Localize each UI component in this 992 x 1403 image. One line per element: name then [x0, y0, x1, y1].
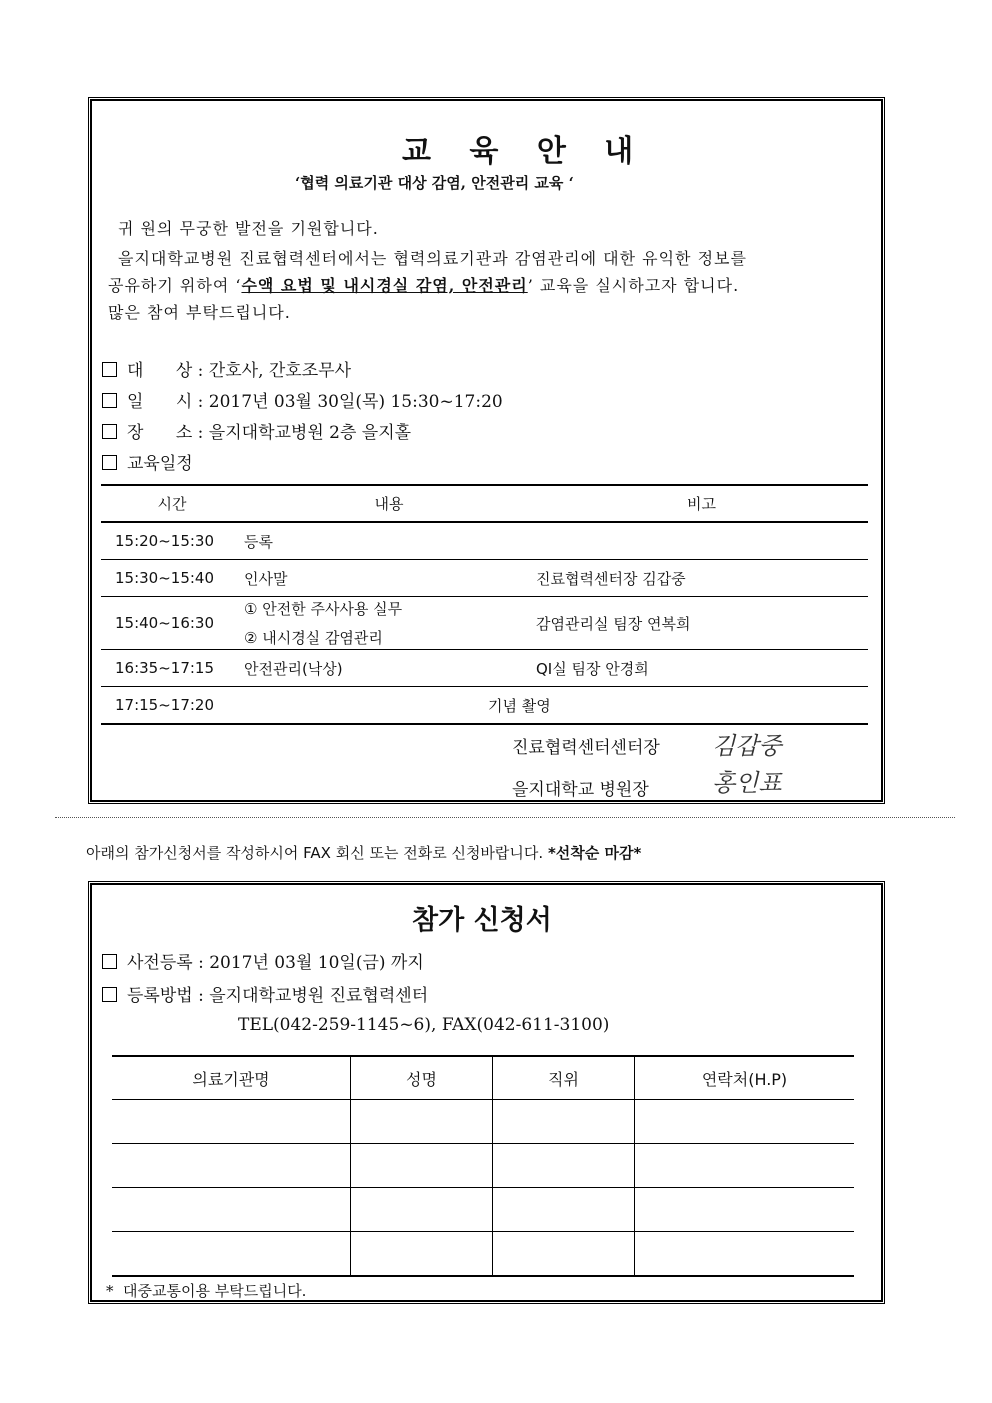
table-row: [101, 597, 868, 650]
cut-note: [86, 842, 641, 863]
intro-emphasis: 수액 요법 및 내시경실 감염, 안전관리: [241, 276, 528, 295]
registration-table: [112, 1055, 854, 1277]
header-institution: 의료기관명: [112, 1056, 351, 1100]
header-content: 내용: [243, 485, 535, 522]
row-note: 진료협력센터장 김갑중: [535, 560, 868, 597]
position-cell[interactable]: [493, 1232, 635, 1277]
place-text: 장 소 : 을지대학교병원 2층 을지홀: [127, 423, 412, 443]
row-time: 15:30~15:40: [101, 560, 243, 597]
table-row: [101, 560, 868, 597]
method-item: [102, 981, 428, 1006]
row-content: 기념 촬영: [243, 687, 868, 725]
row-time: 16:35~17:15: [101, 650, 243, 687]
application-title: 참가 신청서: [412, 905, 552, 936]
contact-cell[interactable]: [635, 1100, 855, 1144]
place-item: [102, 418, 411, 443]
intro-line-1: 을지대학교병원 진료협력센터에서는 협력의료기관과 감염관리에 대한 유익한 정보를: [118, 249, 747, 268]
checkbox-icon: [102, 393, 117, 408]
checkbox-icon: [102, 362, 117, 377]
intro-line-2-post: ’ 교육을 실시하고자 합니다.: [527, 276, 740, 295]
footnote: * 대중교통이용 부탁드립니다.: [106, 1282, 307, 1300]
signer-2-title: 을지대학교 병원장: [512, 780, 649, 800]
notice-subtitle: ‘협력 의료기관 대상 감염, 안전관리 교육 ‘: [295, 174, 574, 192]
position-cell[interactable]: [493, 1144, 635, 1188]
institution-cell[interactable]: [112, 1100, 351, 1144]
contact-cell[interactable]: [635, 1188, 855, 1232]
cut-note-text: 아래의 참가신청서를 작성하시어 FAX 회신 또는 전화로 신청바랍니다.: [86, 844, 548, 862]
schedule-item: [102, 449, 193, 474]
table-row: [101, 650, 868, 687]
header-name: 성명: [351, 1056, 493, 1100]
name-cell[interactable]: [351, 1100, 493, 1144]
prereg-item: [102, 948, 424, 973]
intro-line-2: [108, 273, 739, 296]
greeting-text: 귀 원의 무궁한 발전을 기원합니다.: [118, 219, 379, 238]
intro-line-2-pre: 공유하기 위하여 ‘: [108, 276, 242, 295]
checkbox-icon: [102, 987, 117, 1002]
header-contact: 연락처(H.P): [635, 1056, 855, 1100]
prereg-text: 사전등록 : 2017년 03월 10일(금) 까지: [127, 953, 424, 973]
row-time: 15:40~16:30: [101, 597, 243, 650]
signer-1-title: 진료협력센터센터장: [512, 738, 660, 758]
row-content: 등록: [243, 522, 535, 560]
target-text: 대 상 : 간호사, 간호조무사: [127, 361, 351, 381]
checkbox-icon: [102, 424, 117, 439]
signer-2-signature: 홍인표: [712, 769, 782, 797]
checkbox-icon: [102, 954, 117, 969]
header-time: 시간: [101, 485, 243, 522]
row-note: QI실 팀장 안경희: [535, 650, 868, 687]
contact-cell[interactable]: [635, 1144, 855, 1188]
table-row: [112, 1100, 854, 1144]
schedule-table: [101, 484, 868, 725]
row-content: 안전관리(낙상): [243, 650, 535, 687]
row-content: 인사말: [243, 560, 535, 597]
row-note: [535, 522, 868, 560]
name-cell[interactable]: [351, 1232, 493, 1277]
contact-cell[interactable]: [635, 1232, 855, 1277]
header-note: 비고: [535, 485, 868, 522]
table-row: [101, 522, 868, 560]
institution-cell[interactable]: [112, 1144, 351, 1188]
table-row: [112, 1144, 854, 1188]
row-content-line-1: ① 안전한 주사사용 실무: [244, 600, 403, 618]
row-content: [243, 597, 535, 650]
datetime-text: 일 시 : 2017년 03월 30일(목) 15:30~17:20: [127, 392, 503, 412]
name-cell[interactable]: [351, 1144, 493, 1188]
schedule-header-row: [101, 485, 868, 522]
target-item: [102, 356, 351, 381]
cut-note-emphasis: *선착순 마감*: [547, 844, 642, 862]
row-time: 17:15~17:20: [101, 687, 243, 725]
position-cell[interactable]: [493, 1188, 635, 1232]
name-cell[interactable]: [351, 1188, 493, 1232]
row-note: 감염관리실 팀장 연복희: [535, 597, 868, 650]
schedule-label: 교육일정: [127, 454, 193, 474]
datetime-item: [102, 387, 503, 412]
method-text: 등록방법 : 을지대학교병원 진료협력센터: [127, 986, 429, 1006]
row-time: 15:20~15:30: [101, 522, 243, 560]
intro-line-3: 많은 참여 부탁드립니다.: [108, 303, 291, 322]
table-row: [112, 1188, 854, 1232]
registration-header-row: [112, 1056, 854, 1100]
checkbox-icon: [102, 455, 117, 470]
institution-cell[interactable]: [112, 1232, 351, 1277]
row-content-line-2: ② 내시경실 감염관리: [244, 629, 383, 647]
contact-text: TEL(042-259-1145~6), FAX(042-611-3100): [238, 1015, 610, 1035]
position-cell[interactable]: [493, 1100, 635, 1144]
notice-title: 교 육 안 내: [402, 134, 648, 169]
cut-line: [55, 817, 955, 818]
institution-cell[interactable]: [112, 1188, 351, 1232]
header-position: 직위: [493, 1056, 635, 1100]
signer-1-signature: 김갑중: [712, 732, 782, 760]
table-row: [112, 1232, 854, 1277]
table-row: [101, 687, 868, 725]
